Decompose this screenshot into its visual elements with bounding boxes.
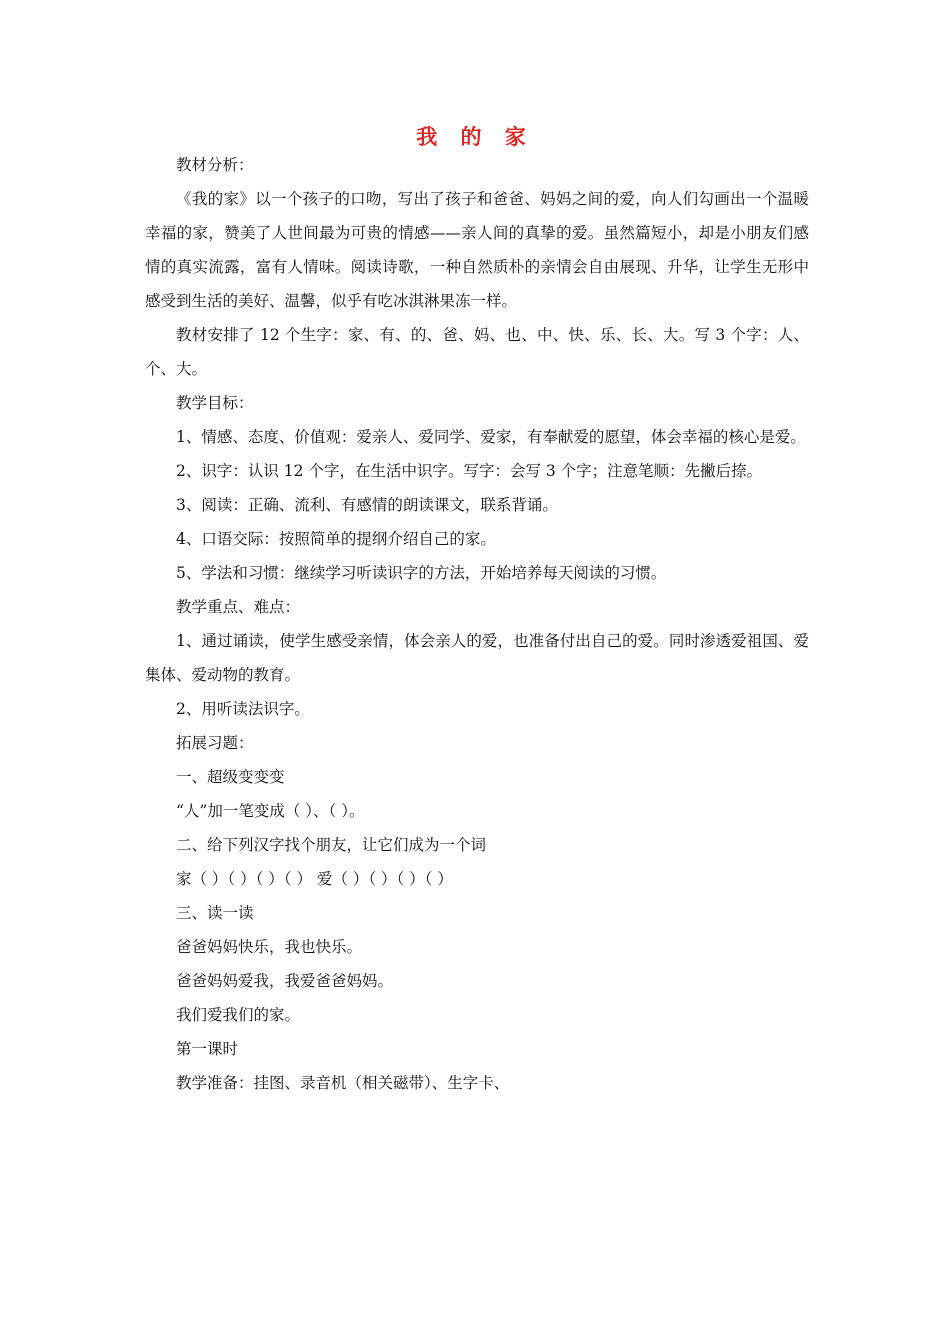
paragraph-analysis: 《我的家》以一个孩子的口吻，写出了孩子和爸爸、妈妈之间的爱，向人们勾画出一个温暖幸福的家，赞美了人世间最为可贵的情感——亲人间的真挚的爱。虽然篇短小，却是小朋友们感情的真实流露，富有人情味。阅读诗歌，一种自然质朴的亲情会自由展现、升华，让学生无形中感受到生活的美好、温馨，似乎有吃冰淇淋果冻一样。 (145, 190, 809, 310)
exercise-1-heading: 一、超级变变变 (176, 768, 285, 786)
section-heading-goals: 教学目标： (176, 394, 254, 412)
section-heading-key-points: 教学重点、难点： (176, 598, 301, 616)
goal-item-2: 2、识字：认识 12 个字，在生活中识字。写字：会写 3 个字；注意笔顺：先撇后捺。 (176, 462, 763, 480)
key-point-1: 1、通过诵读，使学生感受亲情，体会亲人的爱，也准备付出自己的爱。同时渗透爱祖国、爱集体、爱动物的教育。 (145, 632, 809, 684)
document-title: 我 的 家 (416, 125, 534, 149)
document-body (145, 150, 809, 1100)
exercise-1-content: “人”加一笔变成（ ）、（ ）。 (176, 802, 365, 820)
exercise-2-content: 家（ ）（ ）（ ）（ ） 爱（ ）（ ）（ ）（ ） (176, 870, 453, 888)
goal-item-5: 5、学法和习惯：继续学习听读识字的方法，开始培养每天阅读的习惯。 (176, 564, 667, 582)
section-heading-exercises: 拓展习题： (176, 734, 254, 752)
exercise-3-line-3: 我们爱我们的家。 (176, 1006, 301, 1024)
key-point-2: 2、用听读法识字。 (176, 700, 310, 718)
exercise-3-line-2: 爸爸妈妈爱我，我爱爸爸妈妈。 (176, 972, 394, 990)
goal-item-1: 1、情感、态度、价值观：爱亲人、爱同学、爱家，有奉献爱的愿望，体会幸福的核心是爱。 (176, 428, 806, 446)
paragraph-characters: 教材安排了 12 个生字：家、有、的、爸、妈、也、中、快、乐、长、大。写 3 个字：人、个、大。 (145, 326, 809, 378)
teaching-preparation: 教学准备：挂图、录音机（相关磁带）、生字卡、 (176, 1074, 510, 1092)
exercise-3-line-1: 爸爸妈妈快乐，我也快乐。 (176, 938, 363, 956)
exercise-3-heading: 三、读一读 (176, 904, 254, 922)
goal-item-4: 4、口语交际：按照简单的提纲介绍自己的家。 (176, 530, 496, 548)
goal-item-3: 3、阅读：正确、流利、有感情的朗读课文，联系背诵。 (176, 496, 558, 514)
exercise-2-heading: 二、给下列汉字找个朋友，让它们成为一个词 (176, 836, 487, 854)
lesson-heading: 第一课时 (176, 1040, 239, 1058)
section-heading-analysis: 教材分析： (176, 156, 254, 174)
